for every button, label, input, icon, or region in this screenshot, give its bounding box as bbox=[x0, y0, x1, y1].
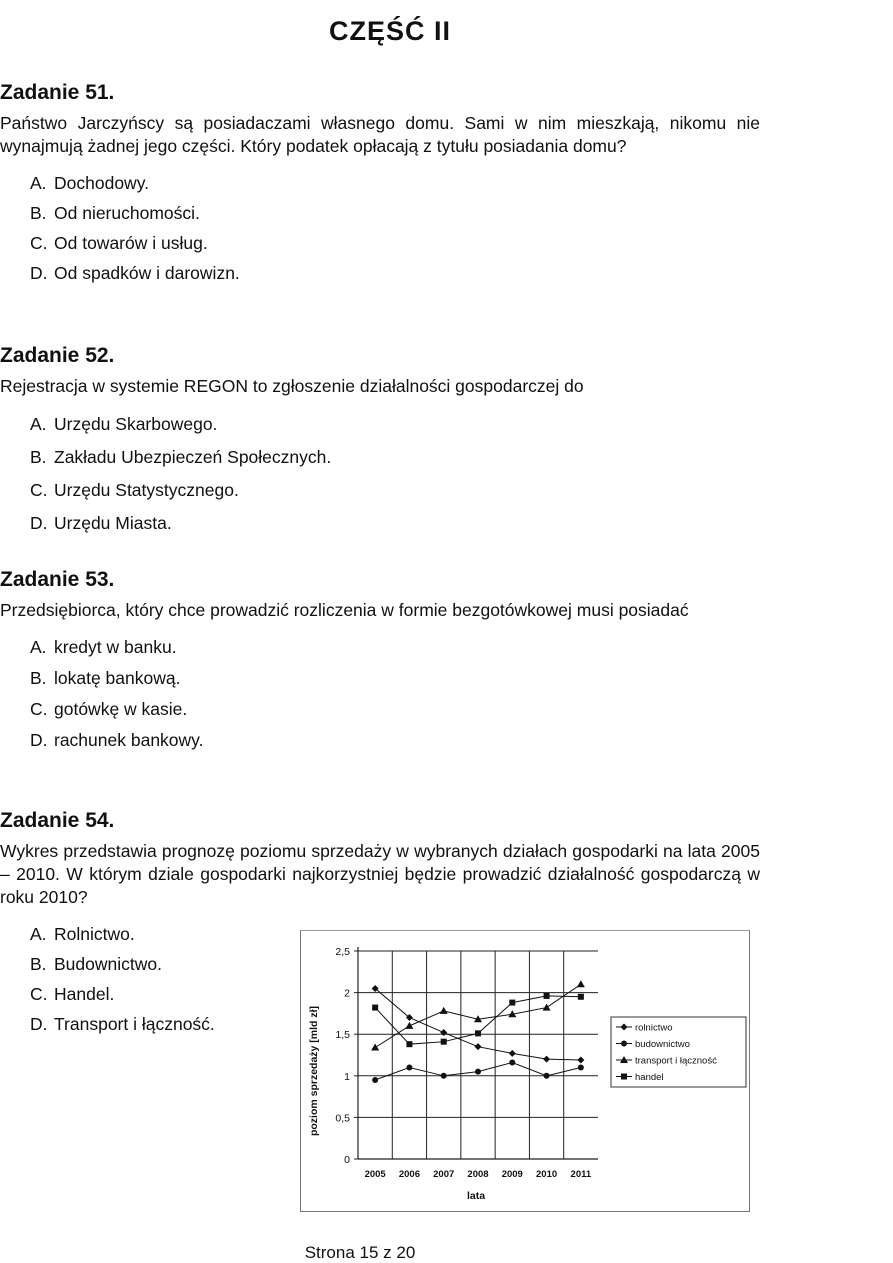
option-text: Od spadków i darowizn. bbox=[54, 263, 240, 283]
option-text: gotówkę w kasie. bbox=[54, 699, 188, 719]
data-point bbox=[577, 1056, 584, 1063]
data-point bbox=[509, 1000, 515, 1006]
option-letter: C. bbox=[30, 984, 48, 1004]
option-text: rachunek bankowy. bbox=[54, 730, 204, 750]
option-text: Budownictwo. bbox=[54, 954, 162, 974]
data-point bbox=[440, 1029, 447, 1036]
y-tick-label: 1,5 bbox=[335, 1029, 350, 1042]
data-point bbox=[544, 1073, 550, 1079]
option-text: Zakładu Ubezpieczeń Społecznych. bbox=[54, 447, 332, 467]
option-text: lokatę bankową. bbox=[54, 668, 181, 688]
chart-svg bbox=[301, 931, 749, 1211]
x-tick-label: 2009 bbox=[501, 1169, 523, 1180]
task-question: Rejestracja w systemie REGON to zgłoszenie działalności gospodarczej do bbox=[0, 376, 584, 396]
option-text: Dochodowy. bbox=[54, 173, 150, 193]
data-point bbox=[475, 1030, 481, 1036]
data-point bbox=[441, 1073, 447, 1079]
task-title: Zadanie 53. bbox=[0, 568, 115, 591]
option-d[interactable] bbox=[30, 258, 760, 288]
option-a[interactable] bbox=[30, 632, 760, 663]
answer-options bbox=[0, 408, 760, 540]
option-letter: C. bbox=[30, 233, 48, 253]
option-c[interactable] bbox=[30, 228, 760, 258]
option-a[interactable] bbox=[30, 919, 280, 949]
data-point bbox=[406, 1041, 412, 1047]
option-letter: D. bbox=[30, 1014, 48, 1034]
legend-label: handel bbox=[635, 1072, 664, 1083]
task-title: Zadanie 54. bbox=[0, 809, 115, 832]
series-diamond bbox=[372, 985, 585, 1064]
option-text: Transport i łączność. bbox=[54, 1014, 215, 1034]
option-letter: C. bbox=[30, 699, 48, 719]
option-letter: D. bbox=[30, 513, 48, 533]
task-question: Wykres przedstawia prognozę poziomu sprzedaży w wybranych działach gospodarki na lata 2005 – 2010. W którym dziale gospodarki najkorzystniej będzie prowadzić działalność gospodarczą w roku 2010? bbox=[0, 841, 760, 907]
data-point bbox=[578, 994, 584, 1000]
task-question: Państwo Jarczyńscy są posiadaczami własnego domu. Sami w nim mieszkają, nikomu nie wynajmują żadnej jego części. Który podatek opłacają z tytułu posiadania domu? bbox=[0, 113, 760, 156]
option-text: Od towarów i usług. bbox=[54, 233, 208, 253]
option-letter: B. bbox=[30, 954, 47, 974]
y-tick-label: 2,5 bbox=[335, 946, 350, 958]
option-d[interactable] bbox=[30, 725, 760, 756]
option-b[interactable] bbox=[30, 663, 760, 694]
y-tick-label: 2 bbox=[344, 987, 350, 1000]
answer-options bbox=[0, 919, 280, 1039]
option-letter: B. bbox=[30, 203, 47, 223]
x-tick-label: 2011 bbox=[570, 1169, 592, 1180]
option-text: Handel. bbox=[54, 984, 115, 1004]
task-title: Zadanie 51. bbox=[0, 81, 115, 104]
task-51 bbox=[0, 80, 760, 288]
option-text: Urzędu Statystycznego. bbox=[54, 480, 239, 500]
option-letter: B. bbox=[30, 447, 47, 467]
x-tick-label: 2007 bbox=[433, 1169, 455, 1180]
series-circle bbox=[372, 1059, 584, 1082]
chart-axes bbox=[335, 946, 598, 1180]
data-point bbox=[509, 1059, 515, 1065]
legend-marker bbox=[621, 1074, 627, 1080]
data-point bbox=[372, 1077, 378, 1083]
data-point bbox=[405, 1022, 413, 1029]
chart-legend bbox=[611, 1017, 746, 1087]
option-letter: B. bbox=[30, 668, 47, 688]
chart-grid bbox=[358, 951, 598, 1159]
data-point bbox=[441, 1039, 447, 1045]
y-tick-label: 0 bbox=[344, 1154, 350, 1166]
option-a[interactable] bbox=[30, 408, 760, 441]
data-point bbox=[543, 1056, 550, 1063]
series-triangle bbox=[371, 980, 585, 1050]
data-point bbox=[371, 1044, 379, 1051]
y-tick-label: 0,5 bbox=[335, 1112, 350, 1125]
option-text: kredyt w banku. bbox=[54, 637, 177, 657]
data-point bbox=[578, 1064, 584, 1070]
page-title: CZĘŚĆ II bbox=[328, 16, 451, 46]
option-b[interactable] bbox=[30, 441, 760, 474]
y-tick-label: 1 bbox=[344, 1070, 350, 1083]
answer-options bbox=[0, 632, 760, 756]
data-point bbox=[543, 1004, 551, 1011]
x-tick-label: 2008 bbox=[467, 1169, 489, 1180]
legend-label: transport i łączność bbox=[635, 1055, 717, 1067]
legend-label: rolnictwo bbox=[635, 1022, 673, 1034]
legend-label: budownictwo bbox=[635, 1039, 690, 1050]
data-point bbox=[475, 1043, 482, 1050]
task-52 bbox=[0, 343, 760, 540]
option-letter: C. bbox=[30, 480, 48, 500]
data-point bbox=[577, 980, 585, 987]
y-axis-label: poziom sprzedaży [mld zł] bbox=[308, 1005, 320, 1137]
task-title: Zadanie 52. bbox=[0, 344, 115, 367]
option-c[interactable] bbox=[30, 694, 760, 725]
x-tick-label: 2006 bbox=[398, 1169, 420, 1180]
option-text: Od nieruchomości. bbox=[54, 203, 200, 223]
sales-chart bbox=[300, 930, 750, 1212]
x-axis-label: lata bbox=[466, 1190, 486, 1202]
option-b[interactable] bbox=[30, 198, 760, 228]
option-b[interactable] bbox=[30, 949, 280, 979]
option-d[interactable] bbox=[30, 1009, 280, 1039]
legend-marker bbox=[621, 1041, 627, 1047]
page-footer: Strona 15 z 20 bbox=[304, 1243, 416, 1262]
option-text: Rolnictwo. bbox=[54, 924, 135, 944]
data-point bbox=[406, 1064, 412, 1070]
option-text: Urzędu Miasta. bbox=[54, 513, 172, 533]
option-text: Urzędu Skarbowego. bbox=[54, 414, 218, 434]
option-a[interactable] bbox=[30, 168, 760, 198]
answer-options bbox=[0, 168, 760, 288]
option-letter: D. bbox=[30, 730, 48, 750]
option-letter: A. bbox=[30, 924, 47, 944]
data-point bbox=[440, 1007, 448, 1014]
chart-series bbox=[371, 980, 585, 1083]
data-point bbox=[544, 993, 550, 999]
option-c[interactable] bbox=[30, 979, 280, 1009]
task-53 bbox=[0, 567, 760, 756]
data-point bbox=[475, 1069, 481, 1075]
option-letter: A. bbox=[30, 173, 47, 193]
x-tick-label: 2005 bbox=[364, 1169, 386, 1180]
option-letter: D. bbox=[30, 263, 48, 283]
data-point bbox=[372, 1005, 378, 1011]
option-letter: A. bbox=[30, 414, 47, 434]
task-question: Przedsiębiorca, który chce prowadzić rozliczenia w formie bezgotówkowej musi posiadać bbox=[0, 600, 689, 620]
option-letter: A. bbox=[30, 637, 47, 657]
option-c[interactable] bbox=[30, 474, 760, 507]
option-d[interactable] bbox=[30, 507, 760, 540]
x-tick-label: 2010 bbox=[536, 1169, 558, 1180]
data-point bbox=[509, 1050, 516, 1057]
